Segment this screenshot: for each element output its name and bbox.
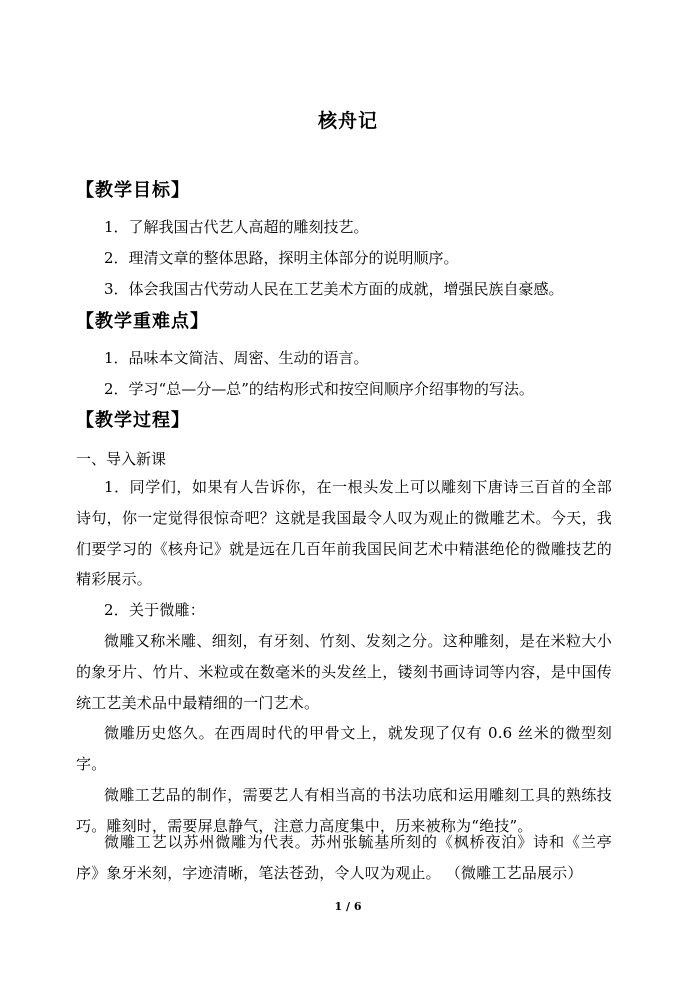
key-point-item-1: 1．品味本文简洁、周密、生动的语言。: [104, 349, 369, 367]
paragraph-microcarving-definition: 微雕又称米雕、细刻，有牙刻、竹刻、发刻之分。这种雕刻，是在米粒大小的象牙片、竹片、米粒或在数毫米的头发丝上，镂刻书画诗词等内容，是中国传统工艺美术品中最精细的一门艺术。: [76, 632, 612, 712]
paragraph-intro: 1．同学们，如果有人告诉你，在一根头发上可以雕刻下唐诗三百首的全部诗句，你一定觉得很惊奇吧？这就是我国最令人叹为观止的微雕艺术。今天，我们要学习的《核舟记》就是远在几百年前我国民间艺术中精湛绝伦的微雕技艺的精彩展示。: [76, 478, 612, 589]
document-title: 核舟记: [317, 110, 378, 132]
paragraph-suzhou-microcarving: 微雕工艺以苏州微雕为代表。苏州张毓基所刻的《枫桥夜泊》诗和《兰亭序》象牙米刻，字迹清晰，笔法苍劲，令人叹为观止。 （微雕工艺品展示）: [76, 833, 612, 882]
objectives-heading: 【教学目标】: [76, 180, 190, 201]
page-number: 1 / 6: [334, 900, 362, 913]
process-heading: 【教学过程】: [76, 410, 190, 431]
paragraph-about-microcarving: 2．关于微雕：: [104, 601, 205, 619]
paragraph-microcarving-history: 微雕历史悠久。在西周时代的甲骨文上，就发现了仅有 0.6 丝米的微型刻字。: [76, 724, 612, 773]
key-point-item-2: 2．学习“总—分—总”的结构形式和按空间顺序介绍事物的写法。: [104, 380, 534, 398]
process-subheading: 一、导入新课: [76, 450, 167, 468]
objective-item-3: 3．体会我国古代劳动人民在工艺美术方面的成就，增强民族自豪感。: [104, 280, 564, 298]
key-points-heading: 【教学重难点】: [76, 311, 209, 332]
objective-item-1: 1．了解我国古代艺人高超的雕刻技艺。: [104, 218, 369, 236]
objective-item-2: 2．理清文章的整体思路，探明主体部分的说明顺序。: [104, 249, 459, 267]
paragraph-microcarving-skill: 微雕工艺品的制作，需要艺人有相当高的书法功底和运用雕刻工具的熟练技巧。雕刻时，需要屏息静气，注意力高度集中，历来被称为“绝技”。: [76, 786, 612, 835]
